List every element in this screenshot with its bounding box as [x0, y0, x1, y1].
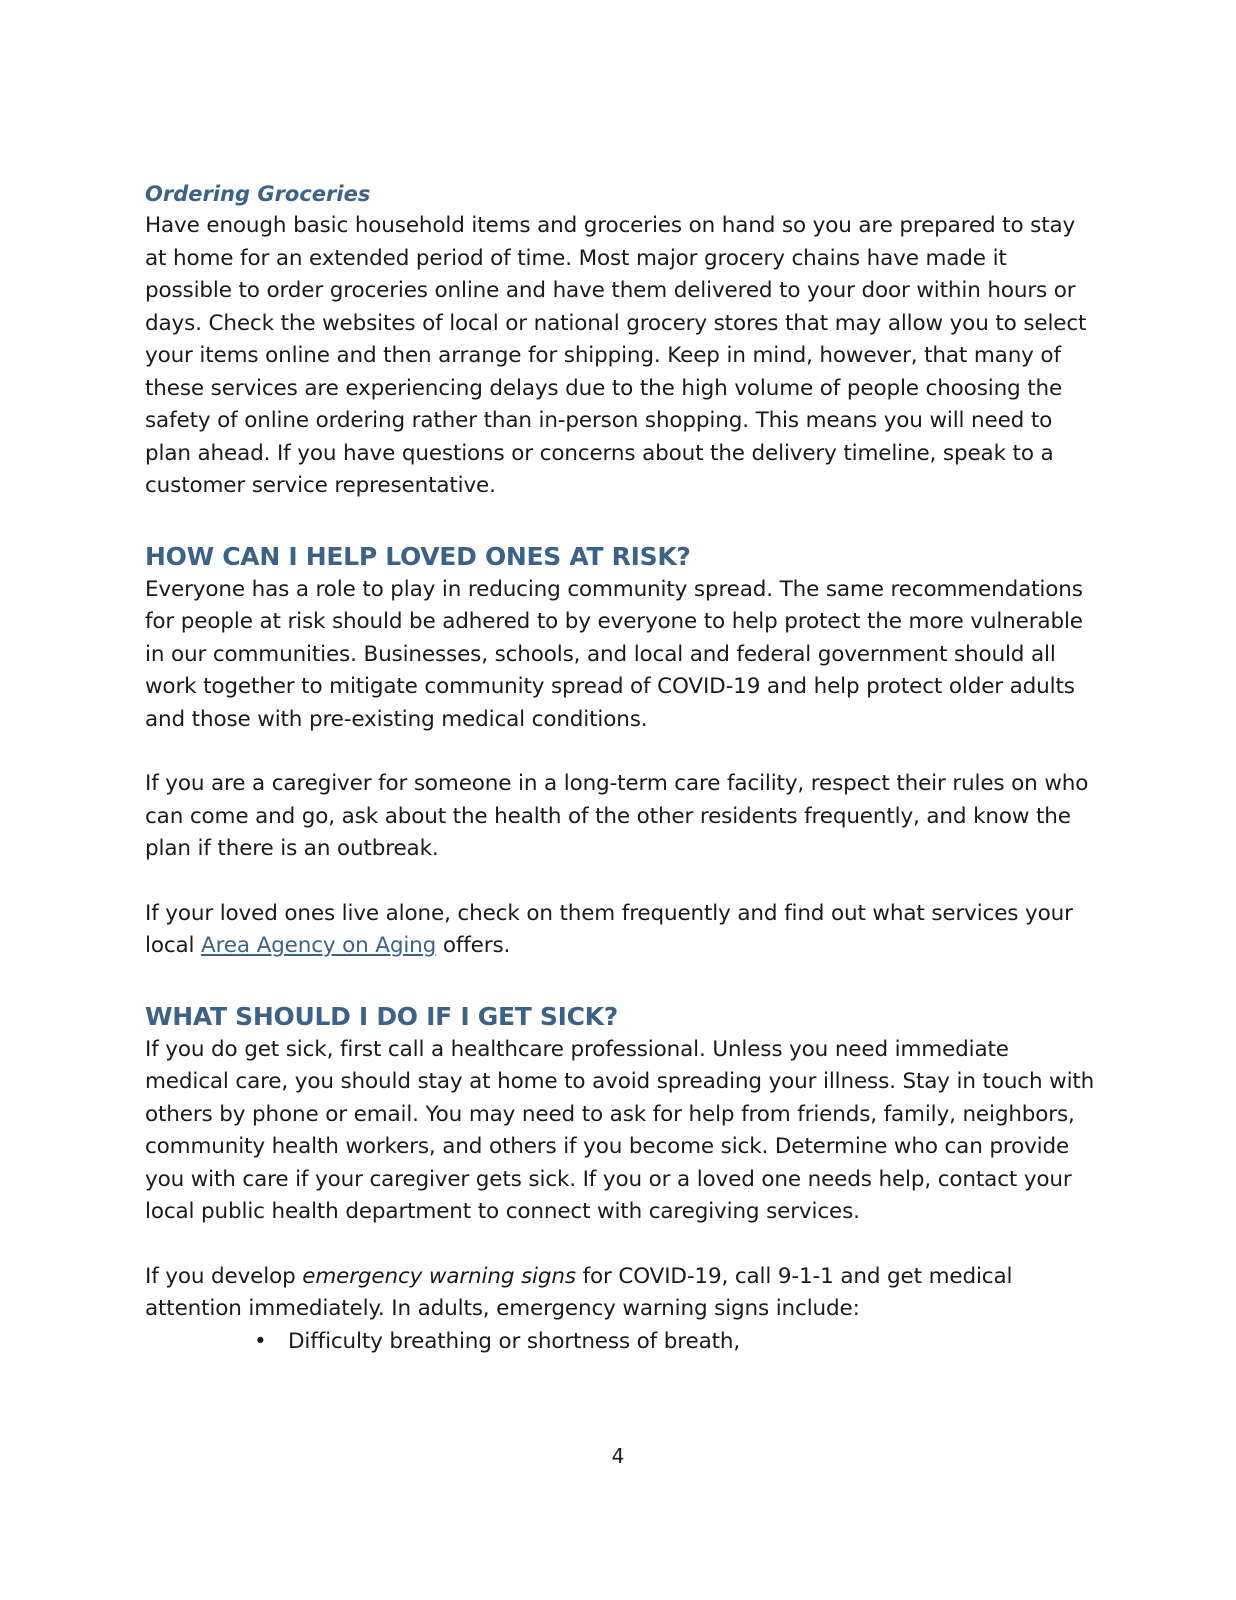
paragraph-live-alone [145, 898, 1095, 963]
page-number: 4 [611, 1444, 625, 1468]
section-heading-help-loved-ones: HOW CAN I HELP LOVED ONES AT RISK? [145, 541, 691, 571]
paragraph-gap [145, 866, 1095, 898]
list-item-text: Difficulty breathing or shortness of breath, [288, 1328, 741, 1354]
area-agency-on-aging-link[interactable]: Area Agency on Aging [201, 933, 437, 958]
paragraph-emergency-text-end: for COVID-19, call 9-1-1 and get medical attention immediately. In adults, emergency warning signs include: [145, 1263, 1013, 1321]
emergency-warning-signs-emphasis: emergency warning signs [302, 1263, 576, 1289]
paragraph-live-alone-text: If your loved ones live alone, check on them frequently and find out what services your local [145, 900, 1073, 958]
paragraph-caregiver-facility: If you are a caregiver for someone in a long-term care facility, respect their rules on who can come and go, ask about the health of the other residents frequently, and know the plan if there is an outbreak. [145, 771, 1089, 861]
paragraph-gap [145, 736, 1095, 768]
paragraph-live-alone-text-end: offers. [436, 933, 511, 958]
subheading-ordering-groceries: Ordering Groceries [145, 182, 371, 206]
bullet-icon: • [254, 1328, 267, 1354]
paragraph-emergency-signs [145, 1261, 1095, 1326]
paragraph-gap [145, 1229, 1095, 1261]
document-page [145, 178, 1095, 1358]
paragraph-groceries: Have enough basic household items and groceries on hand so you are prepared to stay at home for an extended period of time. Most major grocery chains have made it possible to order groceries online and have them delivered to your door within hours or days. Check the websites of local or national grocery stores that may allow you to select your items online and then arrange for shipping. Keep in mind, however, that many of these services are experiencing delays due to the high volume of people choosing the safety of online ordering rather than in-person shopping. This means you will need to plan ahead. If you have questions or concerns about the delivery timeline, speak to a customer service representative. [145, 213, 1087, 498]
paragraph-emergency-text: If you develop [145, 1263, 303, 1289]
warning-signs-list [145, 1326, 1095, 1359]
list-item [250, 1326, 1095, 1359]
paragraph-community-spread: Everyone has a role to play in reducing community spread. The same recommendations for people at risk should be adhered to by everyone to help protect the more vulnerable in our communities. Businesses, schools, and local and federal government should all work together to mitigate community spread of COVID-19 and help protect older adults and those with pre-existing medical conditions. [145, 576, 1083, 732]
section-heading-get-sick: WHAT SHOULD I DO IF I GET SICK? [145, 1001, 618, 1031]
paragraph-if-sick: If you do get sick, first call a healthcare professional. Unless you need immediate medical care, you should stay at home to avoid spreading your illness. Stay in touch with others by phone or email. You may need to ask for help from friends, family, neighbors, community health workers, and others if you become sick. Determine who can provide you with care if your caregiver gets sick. If you or a loved one needs help, contact your local public health department to connect with caregiving services. [145, 1036, 1095, 1224]
